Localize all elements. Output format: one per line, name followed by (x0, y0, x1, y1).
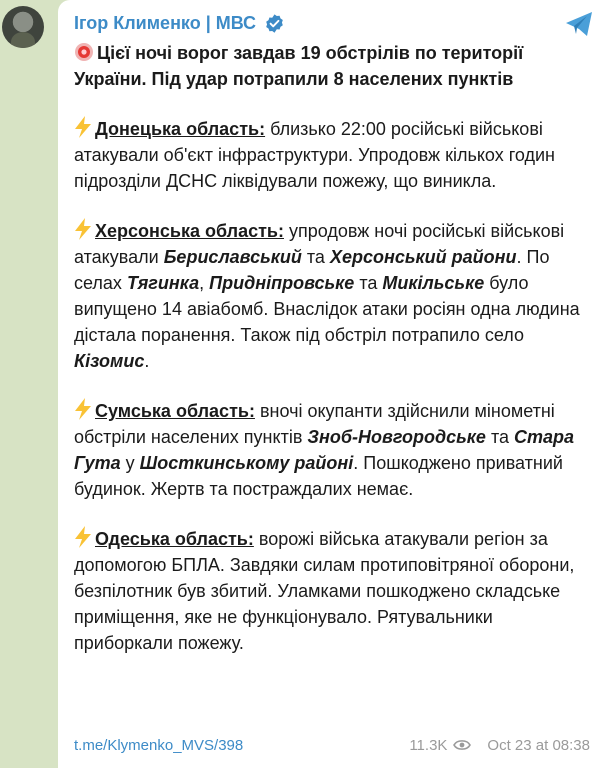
message-text (74, 40, 594, 680)
channel-avatar[interactable] (2, 6, 44, 48)
village-name: Микільське (382, 273, 485, 293)
section-kherson (74, 218, 594, 374)
view-count: 11.3K (409, 736, 448, 754)
message-header (74, 10, 285, 36)
region-name: Донецька область: (95, 119, 266, 139)
post-link[interactable]: t.me/Klymenko_MVS/398 (74, 736, 244, 754)
district-name: Херсонський райони (329, 247, 517, 267)
section-text: було випущено 14 авіабомб. Внаслідок атаки росіян одна людина дістала поранення. Також під обстріл потрапило село (74, 273, 580, 345)
village-name: Зноб-Новгородське (307, 427, 486, 447)
section-text: та (301, 247, 330, 267)
section-text: упродовж ночі російські військові атакували (74, 221, 565, 267)
eye-icon (453, 739, 471, 751)
region-name: Сумська область: (95, 401, 255, 421)
section-text: , (199, 273, 210, 293)
village-name: Тягинка (126, 273, 200, 293)
lightning-icon (74, 398, 92, 420)
section-text: . (144, 351, 150, 371)
section-text: . Пошкоджено приватний будинок. Жертв та постраждалих немає. (74, 453, 563, 499)
post-meta (409, 737, 590, 754)
region-name: Херсонська область: (95, 221, 284, 241)
channel-name[interactable]: Ігор Клименко | МВС (74, 12, 257, 33)
verified-badge-icon (264, 13, 285, 34)
lightning-icon (74, 116, 92, 138)
red-siren-icon (74, 42, 94, 62)
section-text: близько 22:00 російські військові атакували об'єкт інфраструктури. Упродовж кількох годин підрозділи ДСНС ліквідували пожежу, що виникла. (74, 119, 555, 191)
region-name: Одеська область: (95, 529, 254, 549)
section-text: вночі окупанти здійснили мінометні обстріли населених пунктів (74, 401, 555, 447)
lightning-icon (74, 218, 92, 240)
village-name: Стара Гута (74, 427, 575, 473)
district-name: Шосткинському районі (139, 453, 354, 473)
intro-text: Цієї ночі ворог завдав 19 обстрілів по території України. Під удар потрапили 8 населених пунктів (74, 43, 524, 89)
section-text: та (485, 427, 514, 447)
message-bubble (58, 0, 608, 768)
district-name: Бериславський (163, 247, 302, 267)
post-date: Oct 23 at 08:38 (487, 736, 590, 754)
section-text: у (120, 453, 140, 473)
section-text: ворожі війська атакували регіон за допомогою БПЛА. Завдяки силам протиповітряної оборони, безпілотник був збитий. Уламками пошкоджено складське приміщення, яке не функціонувало. Рятувальники приборкали пожежу. (74, 529, 575, 653)
intro-paragraph (74, 40, 594, 92)
telegram-share-icon[interactable] (564, 10, 594, 38)
section-sumy (74, 398, 594, 502)
section-text: . По селах (74, 247, 550, 293)
lightning-icon (74, 526, 92, 548)
message-footer (74, 734, 590, 756)
section-odesa (74, 526, 594, 656)
section-donetsk (74, 116, 594, 194)
village-name: Кізомис (74, 351, 145, 371)
village-name: Придніпровське (209, 273, 355, 293)
section-text: та (354, 273, 383, 293)
